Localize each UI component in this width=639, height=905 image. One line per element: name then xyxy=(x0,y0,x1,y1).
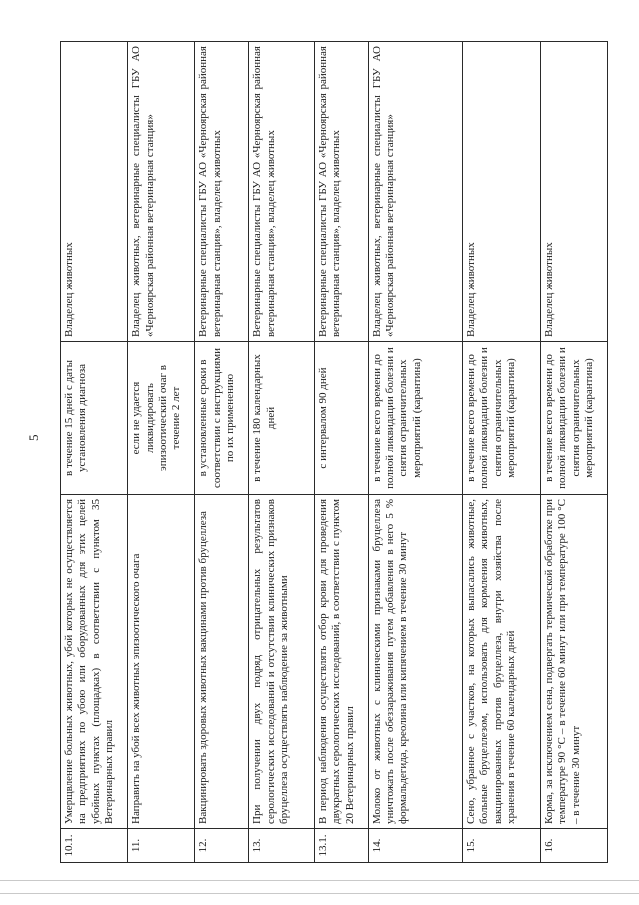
measure-cell: Направить на убой всех животных эпизоотического очага xyxy=(128,495,195,829)
row-number: 14. xyxy=(368,829,462,863)
measure-cell: В период наблюдения осуществлять отбор крови для проведения двукратных серологических исследований, в соответствии с пунктом 20 Ветеринарных правил xyxy=(314,495,368,829)
term-cell: в установленные сроки в соответствии с инструкциями по их применению xyxy=(195,342,249,495)
table-row xyxy=(128,42,195,863)
measure-cell: Умерщвление больных животных, убой которых не осуществляется на предприятиях по убою или оборудованных для этих целей убойных пунктах (площадках) в соответствии с пунктом 35 Ветеринарных правил xyxy=(61,495,128,829)
page-number: 5 xyxy=(26,434,41,441)
measure-cell: Вакцинировать здоровых животных вакцинами против бруцеллеза xyxy=(195,495,249,829)
responsible-cell: Ветеринарные специалисты ГБУ АО «Чернoярская районная ветеринарная станция», владелец животных xyxy=(195,42,249,342)
table-row xyxy=(368,42,462,863)
term-cell: в течение 15 дней с даты установления диагноза xyxy=(61,342,128,495)
responsible-cell: Владелец животных xyxy=(540,42,607,342)
measure-cell: При получении двух подряд отрицательных результатов серологических исследований и отсутствии клинических признаков бруцеллеза осуществлять наблюдение за животными xyxy=(249,495,314,829)
table-row xyxy=(540,42,607,863)
measures-table xyxy=(60,41,608,863)
row-number: 13.1. xyxy=(314,829,368,863)
term-cell: в течение всего времени до полной ликвидации болезни и снятия ограничительных мероприятий (карантина) xyxy=(368,342,462,495)
table-row xyxy=(462,42,540,863)
row-number: 12. xyxy=(195,829,249,863)
responsible-cell: Владелец животных, ветеринарные специалисты ГБУ АО «Чернoярская районная ветеринарная станция» xyxy=(368,42,462,342)
term-cell: в течение всего времени до полной ликвидации болезни и снятия ограничительных мероприятий (карантина) xyxy=(462,342,540,495)
responsible-cell: Владелец животных xyxy=(462,42,540,342)
table-row xyxy=(195,42,249,863)
scan-edge-line xyxy=(0,880,639,881)
scan-edge-line xyxy=(0,893,639,894)
term-cell: если не удается ликвидировать эпизоотический очаг в течение 2 лет xyxy=(128,342,195,495)
table-row xyxy=(249,42,314,863)
responsible-cell: Ветеринарные специалисты ГБУ АО «Чернoярская районная ветеринарная станция», владелец животных xyxy=(314,42,368,342)
row-number: 11. xyxy=(128,829,195,863)
measure-cell: Молоко от животных с клиническими признаками бруцеллеза уничтожать после обеззараживания путем добавления в него 5 % формальдегида, креолина или кипячением в течение 30 минут xyxy=(368,495,462,829)
term-cell: в течение всего времени до полной ликвидации болезни и снятия ограничительных мероприятий (карантина) xyxy=(540,342,607,495)
responsible-cell: Владелец животных, ветеринарные специалисты ГБУ АО «Чернoярская районная ветеринарная станция» xyxy=(128,42,195,342)
responsible-cell: Ветеринарные специалисты ГБУ АО «Чернoярская районная ветеринарная станция», владелец животных xyxy=(249,42,314,342)
measure-cell: Корма, за исключением сена, подвергать термической обработке при температуре 90 °С – в течение 60 минут или при температуре 100 °С – в течение 30 минут xyxy=(540,495,607,829)
row-number: 15. xyxy=(462,829,540,863)
row-number: 10.1. xyxy=(61,829,128,863)
measure-cell: Сено, убранное с участков, на которых выпасались животные, больные бруцеллезом, использовать для кормления животных, вакцинированных против бруцеллеза, внутри хозяйства после хранения в течение 60 календарных дней xyxy=(462,495,540,829)
term-cell: в течение 180 календарных дней xyxy=(249,342,314,495)
measures-table-rotated xyxy=(60,42,608,863)
row-number: 16. xyxy=(540,829,607,863)
term-cell: с интервалом 90 дней xyxy=(314,342,368,495)
table-row xyxy=(61,42,128,863)
row-number: 13. xyxy=(249,829,314,863)
table-row xyxy=(314,42,368,863)
responsible-cell: Владелец животных xyxy=(61,42,128,342)
